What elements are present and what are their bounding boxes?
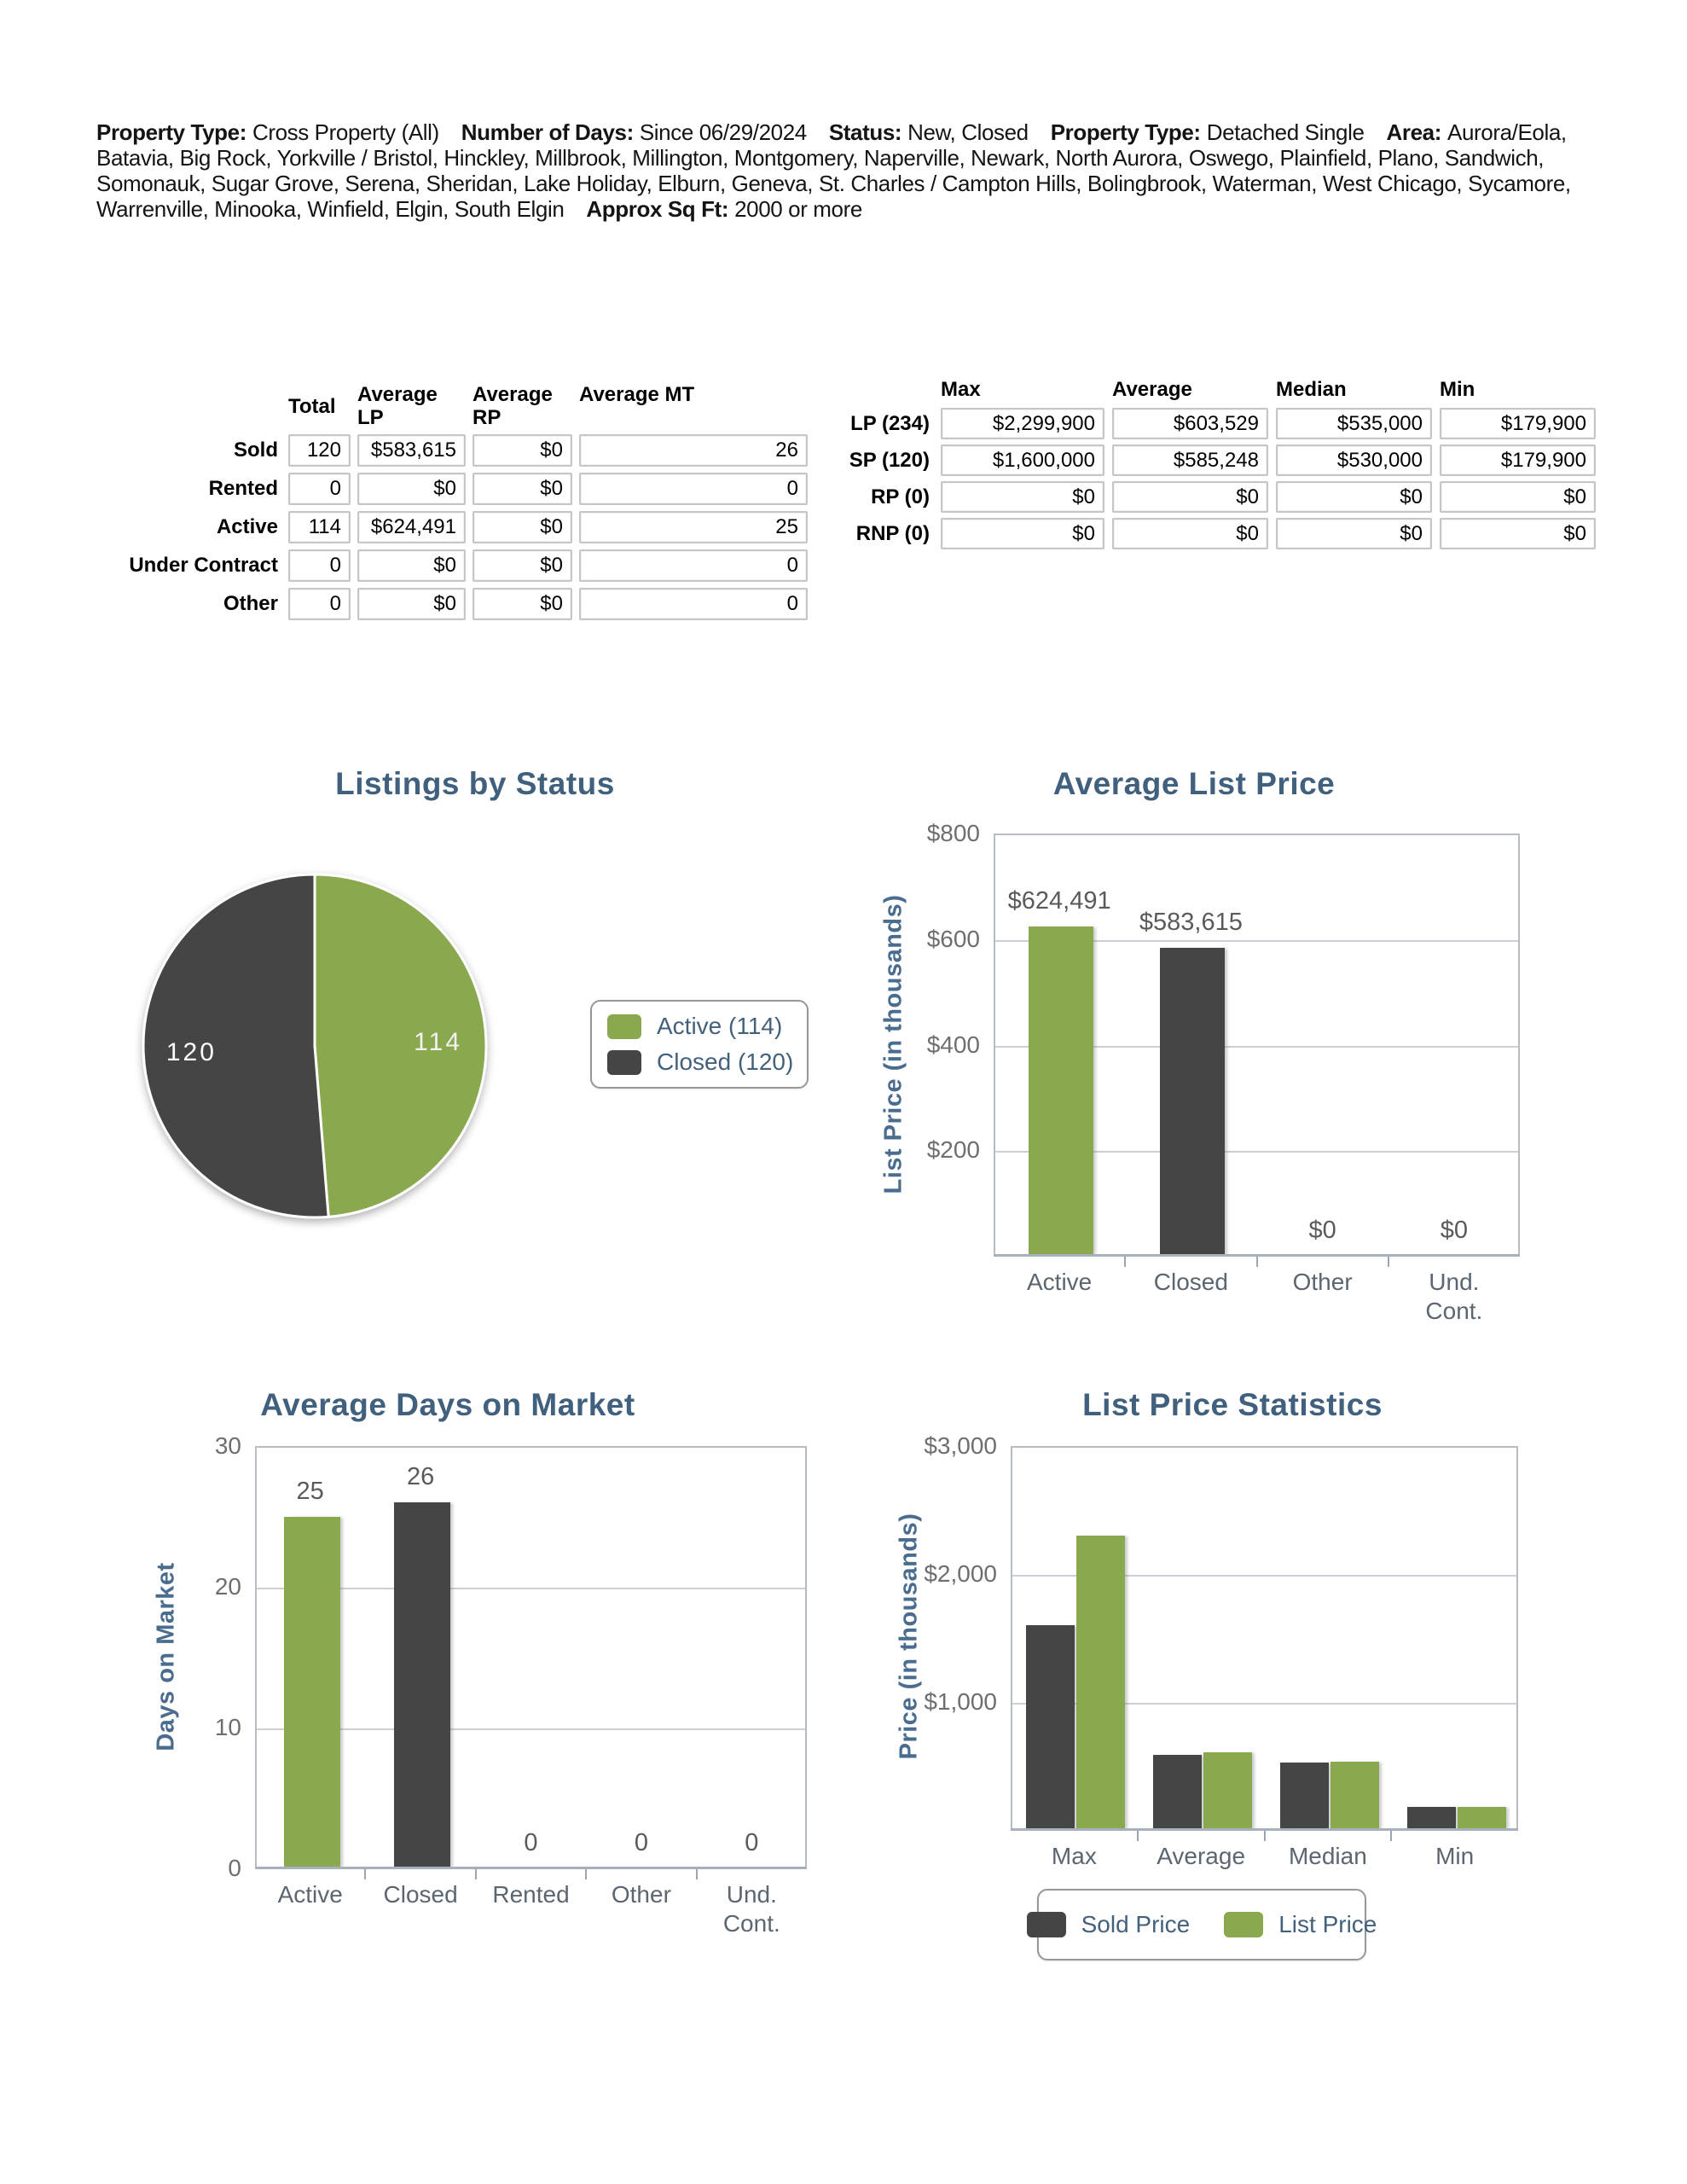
value-label-other: 0 — [634, 1829, 648, 1856]
cell-lp-234-median: $535,000 — [1276, 408, 1432, 439]
row-label-sold: Sold — [234, 439, 278, 462]
x-category-median: Median — [1288, 1843, 1367, 1869]
cell-sp-120-average: $585,248 — [1112, 444, 1268, 476]
x-axis-baseline — [1011, 1828, 1518, 1831]
x-axis-tick — [696, 1868, 698, 1879]
status-summary-table — [90, 383, 808, 620]
criteria-label: Approx Sq Ft: — [586, 196, 729, 222]
value-label-rented: 0 — [524, 1829, 538, 1856]
cell-rnp-0-average: $0 — [1112, 518, 1268, 549]
legend-list-price-statistics — [1037, 1889, 1377, 1960]
y-tick-1-000: $1,000 — [924, 1688, 997, 1715]
column-header-average-rp: Average RP — [472, 383, 553, 429]
x-category-other: Other — [1292, 1269, 1353, 1295]
column-header-average-lp: Average LP — [357, 383, 438, 429]
criteria-segment-property-type — [96, 119, 439, 145]
row-label-sp-120: SP (120) — [849, 448, 930, 472]
bar-sold-price-average — [1153, 1755, 1202, 1830]
x-category-closed: Closed — [383, 1881, 458, 1908]
y-tick-0: 0 — [228, 1855, 241, 1881]
bar-sold-price-median — [1280, 1763, 1329, 1831]
cell-rnp-0-max: $0 — [941, 518, 1104, 549]
x-axis-baseline — [255, 1867, 807, 1869]
value-label-closed: 26 — [406, 1463, 435, 1490]
x-axis-baseline — [994, 1254, 1520, 1257]
criteria-label: Property Type: — [96, 119, 246, 145]
x-axis-tick — [1137, 1830, 1139, 1841]
x-category-min: Min — [1435, 1843, 1475, 1869]
criteria-label: Status: — [828, 119, 902, 145]
bar-list-price-average — [1203, 1752, 1252, 1830]
y-tick-10: 10 — [214, 1714, 241, 1740]
legend-item-sold-price — [1027, 1911, 1191, 1938]
cell-rented-total: 0 — [288, 473, 351, 505]
bar-active — [284, 1517, 340, 1869]
criteria-segment-property-type — [1051, 119, 1365, 145]
cell-active-total: 114 — [288, 511, 351, 543]
value-label-und-cont: $0 — [1440, 1217, 1469, 1244]
row-label-lp-234: LP (234) — [850, 411, 930, 435]
criteria-label: Property Type: — [1050, 119, 1201, 145]
y-tick-20: 20 — [214, 1573, 241, 1600]
bar-sold-price-max — [1026, 1625, 1075, 1830]
pie-slice-value-active: 114 — [414, 1028, 463, 1057]
x-axis-tick — [1264, 1830, 1266, 1841]
cell-sp-120-median: $530,000 — [1276, 444, 1432, 476]
x-category-und-cont: Und. Cont. — [722, 1881, 780, 1937]
row-label-other: Other — [223, 592, 278, 615]
legend-swatch-sold-price — [1027, 1912, 1066, 1937]
bar-active — [1029, 926, 1093, 1256]
legend-item-closed-120 — [607, 1048, 794, 1076]
cell-rp-0-median: $0 — [1276, 481, 1432, 513]
column-header-median: Median — [1276, 378, 1347, 401]
y-tick-800: $800 — [926, 820, 980, 846]
row-label-rp-0: RP (0) — [871, 485, 930, 508]
criteria-value: Since 06/29/2024 — [639, 119, 807, 145]
criteria-label: Number of Days: — [461, 119, 634, 145]
x-axis-tick — [1390, 1830, 1392, 1841]
plot-area-average-days-on-market — [255, 1446, 807, 1868]
cell-lp-234-max: $2,299,900 — [941, 408, 1104, 439]
cell-under-contract-average-mt: 0 — [579, 549, 808, 582]
pie-slice-value-closed: 120 — [165, 1037, 217, 1066]
cell-rnp-0-median: $0 — [1276, 518, 1432, 549]
criteria-value: 2000 or more — [734, 196, 862, 222]
legend-item-active-114 — [607, 1013, 791, 1040]
column-header-min: Min — [1440, 378, 1475, 401]
y-tick-30: 30 — [214, 1432, 241, 1459]
legend-swatch-active-114 — [607, 1014, 641, 1039]
bar-closed — [1160, 948, 1225, 1256]
cell-rp-0-min: $0 — [1440, 481, 1596, 513]
price-summary-table — [826, 376, 1596, 549]
row-label-active: Active — [216, 515, 278, 538]
x-axis-tick — [1124, 1256, 1126, 1267]
value-label-und-cont: 0 — [745, 1829, 759, 1856]
column-header-average-mt: Average MT — [579, 383, 695, 406]
x-category-closed: Closed — [1153, 1269, 1228, 1295]
bar-closed — [394, 1502, 450, 1868]
y-axis-title-average-list-price: List Price (in thousands) — [879, 894, 907, 1194]
cell-under-contract-average-lp: $0 — [357, 549, 466, 582]
x-category-active: Active — [1027, 1269, 1093, 1295]
bar-sold-price-min — [1407, 1807, 1456, 1830]
legend-label-active-114: Active (114) — [657, 1013, 783, 1039]
x-category-und-cont: Und. Cont. — [1425, 1269, 1483, 1324]
cell-sold-average-mt: 26 — [579, 434, 808, 467]
cell-sp-120-max: $1,600,000 — [941, 444, 1104, 476]
x-category-active: Active — [277, 1881, 343, 1908]
chart-title-average-list-price: Average List Price — [1052, 766, 1336, 801]
row-label-rented: Rented — [208, 477, 278, 500]
legend-label-list-price: List Price — [1278, 1911, 1377, 1937]
cell-other-average-mt: 0 — [579, 588, 808, 620]
criteria-segment-approx-sq-ft — [586, 196, 862, 222]
y-tick-3-000: $3,000 — [924, 1432, 997, 1459]
column-header-max: Max — [941, 378, 981, 401]
cell-rp-0-average: $0 — [1112, 481, 1268, 513]
cell-active-average-mt: 25 — [579, 511, 808, 543]
cell-rnp-0-min: $0 — [1440, 518, 1596, 549]
y-tick-200: $200 — [926, 1136, 980, 1164]
y-axis-title-average-days-on-market: Days on Market — [152, 1562, 180, 1751]
x-axis-tick — [585, 1868, 587, 1879]
cell-lp-234-min: $179,900 — [1440, 408, 1596, 439]
x-category-average: Average — [1157, 1843, 1246, 1869]
criteria-segment-number-of-days — [461, 119, 807, 145]
cell-other-average-lp: $0 — [357, 588, 466, 620]
table-corner — [826, 376, 933, 403]
criteria-value: Aurora/Eola, Batavia, Big Rock, Yorkville / Bristol, Hinckley, Millbrook, Millington, Montgomery, Naperville, Newark, North Aurora, Oswego, Plainfield, Plano, Sandwich, Somonauk, Sugar Grove, Serena, Sheridan, Lake Holiday, Elburn, Geneva, St. Charles / Campton Hills, Bolingbrook, Waterman, West Chicago, Sycamore, Warrenville, Minooka, Winfield, Elgin, South Elgin — [96, 119, 1571, 222]
cell-rented-average-rp: $0 — [472, 473, 572, 505]
x-axis-tick — [364, 1868, 366, 1879]
legend-label-sold-price: Sold Price — [1081, 1911, 1191, 1937]
x-axis-tick — [475, 1868, 477, 1879]
x-axis-tick — [1256, 1256, 1258, 1267]
criteria-value: Detached Single — [1206, 119, 1365, 145]
legend-item-list-price — [1224, 1911, 1377, 1938]
cell-sp-120-min: $179,900 — [1440, 444, 1596, 476]
value-label-active: $624,491 — [1007, 886, 1111, 915]
column-header-total: Total — [288, 395, 336, 418]
cell-active-average-rp: $0 — [472, 511, 572, 543]
y-axis-title-list-price-statistics: Price (in thousands) — [895, 1513, 923, 1760]
cell-rented-average-lp: $0 — [357, 473, 466, 505]
legend-swatch-list-price — [1224, 1912, 1263, 1937]
x-category-rented: Rented — [492, 1881, 570, 1908]
search-criteria-header — [96, 119, 1608, 222]
cell-sold-average-lp: $583,615 — [357, 434, 466, 467]
value-label-other: $0 — [1308, 1217, 1336, 1244]
cell-active-average-lp: $624,491 — [357, 511, 466, 543]
criteria-label: Area: — [1386, 119, 1441, 145]
chart-title-listings-by-status: Listings by Status — [335, 766, 615, 801]
x-category-max: Max — [1051, 1843, 1097, 1869]
bar-list-price-min — [1458, 1807, 1506, 1830]
column-header-average: Average — [1112, 378, 1192, 401]
y-tick-600: $600 — [926, 925, 980, 952]
criteria-value: Cross Property (All) — [252, 119, 439, 145]
y-tick-2-000: $2,000 — [924, 1560, 997, 1587]
legend-swatch-closed-120 — [607, 1050, 641, 1075]
value-label-closed: $583,615 — [1139, 908, 1243, 936]
legend-label-closed-120: Closed (120) — [657, 1048, 794, 1075]
cell-sold-total: 120 — [288, 434, 351, 467]
cell-lp-234-average: $603,529 — [1112, 408, 1268, 439]
criteria-segment-status — [829, 119, 1029, 145]
value-label-active: 25 — [296, 1477, 324, 1505]
chart-title-list-price-statistics: List Price Statistics — [1082, 1387, 1383, 1422]
cell-under-contract-total: 0 — [288, 549, 351, 582]
table-corner — [90, 383, 281, 428]
bar-list-price-median — [1330, 1762, 1379, 1830]
chart-title-average-days-on-market: Average Days on Market — [260, 1387, 635, 1422]
cell-under-contract-average-rp: $0 — [472, 549, 572, 582]
cell-rented-average-mt: 0 — [579, 473, 808, 505]
pie-chart — [128, 855, 512, 1239]
row-label-under-contract: Under Contract — [129, 554, 278, 577]
legend-listings-by-status — [590, 1000, 809, 1089]
cell-other-average-rp: $0 — [472, 588, 572, 620]
x-axis-tick — [1388, 1256, 1389, 1267]
cell-rp-0-max: $0 — [941, 481, 1104, 513]
cell-other-total: 0 — [288, 588, 351, 620]
x-category-other: Other — [611, 1881, 671, 1908]
bar-list-price-max — [1076, 1536, 1125, 1830]
criteria-value: New, Closed — [907, 119, 1029, 145]
cell-sold-average-rp: $0 — [472, 434, 572, 467]
row-label-rnp-0: RNP (0) — [855, 521, 930, 545]
y-tick-400: $400 — [926, 1031, 980, 1058]
plot-area-list-price-statistics — [1011, 1446, 1518, 1830]
